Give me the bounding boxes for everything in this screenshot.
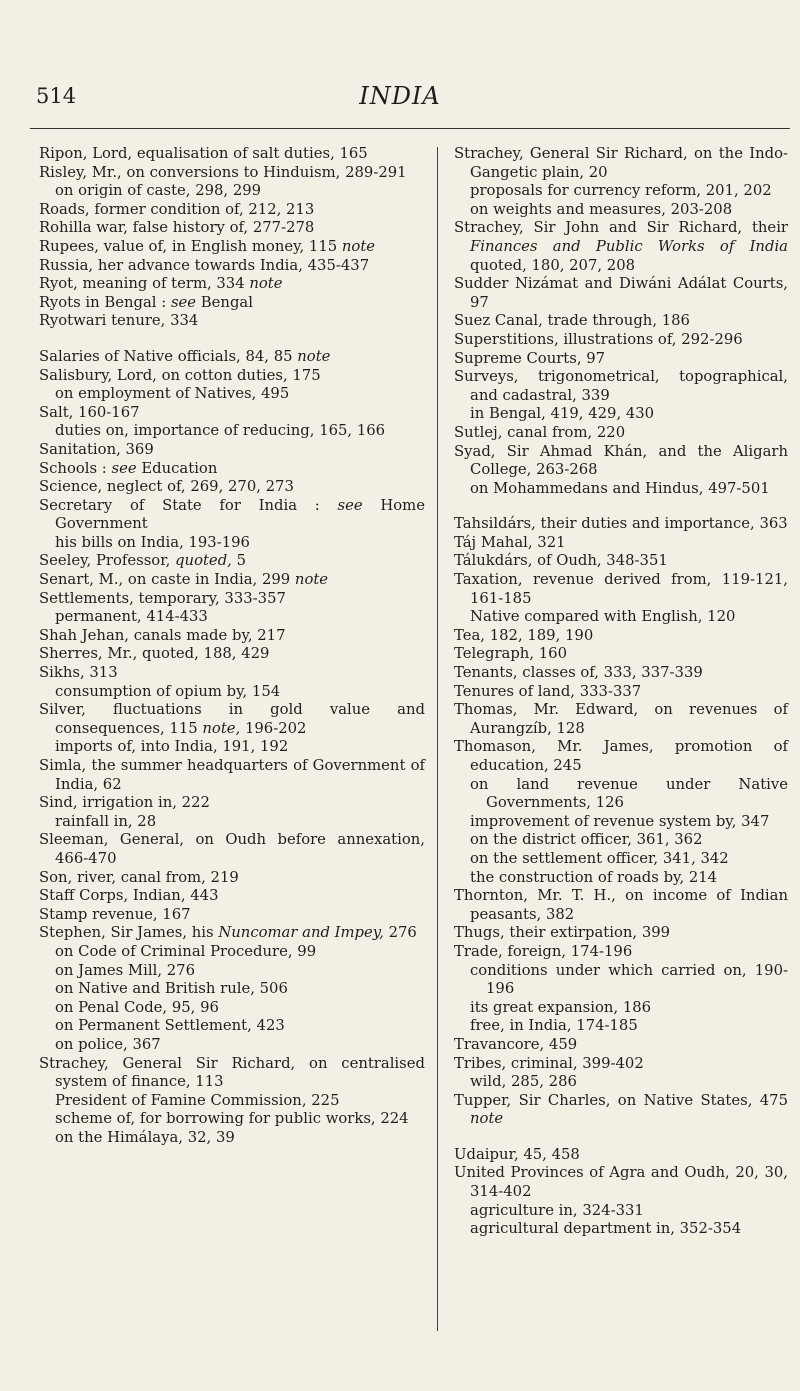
entry-text: Tupper, Sir Charles, on Native States, 475 (454, 1091, 788, 1109)
entry-text-after: Home Government (55, 496, 425, 533)
index-entry (454, 1036, 788, 1055)
entry-text: conditions under which carried on, 190-196 (470, 961, 788, 998)
header-rule (30, 128, 790, 129)
index-entry (454, 924, 788, 943)
column-divider (437, 147, 438, 1331)
index-subentry (39, 1129, 425, 1148)
entry-text: Tribes, criminal, 399-402 (454, 1054, 644, 1072)
entry-text: improvement of revenue system by, 347 (470, 812, 770, 830)
index-entry (39, 441, 425, 460)
entry-text: Travancore, 459 (454, 1035, 578, 1053)
section-gap (39, 331, 425, 348)
entry-text-after: Bengal (200, 293, 253, 311)
entry-text: Tenants, classes of, 333, 337-339 (454, 664, 703, 682)
index-subentry (39, 422, 425, 441)
entry-text: the construction of roads by, 214 (470, 868, 718, 886)
index-subentry (39, 1036, 425, 1055)
index-entry (39, 294, 425, 313)
index-entry (39, 590, 425, 609)
entry-text: Sherres, Mr., quoted, 188, 429 (39, 645, 270, 663)
index-entry (39, 219, 425, 238)
entry-text: on weights and measures, 203-208 (470, 200, 733, 218)
entry-text: Risley, Mr., on conversions to Hinduism, 289-291 (39, 163, 407, 181)
index-entry (454, 368, 788, 405)
index-subentry (454, 831, 788, 850)
index-entry (454, 887, 788, 924)
entry-text: Strachey, Sir John and Sir Richard, their (454, 219, 788, 237)
entry-text: Strachey, General Sir Richard, on centralised system of finance, 113 (39, 1054, 425, 1091)
index-subentry (454, 850, 788, 869)
entry-text: Suez Canal, trade through, 186 (454, 312, 690, 330)
index-subentry (454, 776, 788, 813)
index-subentry (39, 962, 425, 981)
entry-text: Tálukdárs, of Oudh, 348-351 (454, 552, 668, 570)
entry-text: Ryots in Bengal : (39, 293, 167, 311)
index-entry (454, 701, 788, 738)
running-header: INDIA (359, 82, 441, 110)
index-entry (39, 664, 425, 683)
index-column-right (454, 145, 788, 1239)
index-entry (454, 943, 788, 962)
entry-italic: Nuncomar and Impey, (218, 924, 384, 942)
index-entry (454, 1055, 788, 1074)
index-entry (454, 645, 788, 664)
index-subentry (39, 385, 425, 404)
index-subentry (39, 813, 425, 832)
entry-italic: note (249, 275, 283, 293)
index-entry (39, 1055, 425, 1092)
index-subentry (454, 1017, 788, 1036)
index-subentry (454, 201, 788, 220)
entry-text: Trade, foreign, 174-196 (454, 942, 633, 960)
index-subentry (39, 980, 425, 999)
entry-text: Science, neglect of, 269, 270, 273 (39, 478, 294, 496)
entry-text: Ripon, Lord, equalisation of salt duties, 165 (39, 145, 368, 162)
entry-text: on Permanent Settlement, 423 (55, 1017, 285, 1035)
entry-text: Sleeman, General, on Oudh before annexation, 466-470 (39, 831, 425, 867)
entry-text: wild, 285, 286 (470, 1073, 577, 1091)
entry-text: Tenures of land, 333-337 (454, 682, 642, 700)
index-subentry (454, 182, 788, 201)
index-entry (39, 757, 425, 794)
entry-text: free, in India, 174-185 (470, 1017, 638, 1035)
index-entry (454, 1146, 788, 1165)
entry-italic: note (294, 571, 329, 589)
index-entry (39, 831, 425, 868)
entry-text: rainfall in, 28 (55, 812, 157, 830)
index-entry (454, 1164, 788, 1201)
entry-text: Shah Jehan, canals made by, 217 (39, 626, 286, 644)
entry-text: Tahsildárs, their duties and importance, 363 (454, 515, 788, 533)
index-subentry (454, 405, 788, 424)
index-entry (39, 924, 425, 943)
entry-text: Sutlej, canal from, 220 (454, 423, 626, 441)
entry-text: on the Himálaya, 32, 39 (55, 1128, 235, 1146)
index-entry (454, 627, 788, 646)
index-entry (454, 534, 788, 553)
entry-italic: note (341, 237, 376, 255)
entry-text: Simla, the summer headquarters of Government of India, 62 (39, 757, 425, 793)
entry-text: agriculture in, 324-331 (470, 1201, 644, 1219)
entry-italic: see (170, 293, 197, 311)
index-entry (454, 219, 788, 275)
section-gap (454, 1129, 788, 1146)
entry-text: Sind, irrigation in, 222 (39, 794, 210, 812)
entry-text: Táj Mahal, 321 (454, 533, 566, 551)
entry-italic: note, (202, 719, 241, 737)
index-entry (39, 478, 425, 497)
index-entry (39, 460, 425, 479)
entry-italic: quoted, (175, 552, 232, 570)
index-entry (454, 571, 788, 608)
index-subentry (39, 1110, 425, 1129)
index-subentry (39, 999, 425, 1018)
index-entry (454, 552, 788, 571)
index-subentry (454, 1202, 788, 1221)
entry-text: Tea, 182, 189, 190 (454, 626, 594, 644)
entry-text: on the settlement officer, 341, 342 (470, 849, 729, 867)
entry-text: Roads, former condition of, 212, 213 (39, 200, 315, 218)
entry-text: Native compared with English, 120 (470, 608, 736, 626)
index-entry (39, 312, 425, 331)
index-entry (39, 794, 425, 813)
index-entry (39, 701, 425, 738)
entry-text: Salaries of Native officials, 84, 85 (39, 347, 293, 365)
index-entry (39, 404, 425, 423)
index-subentry (454, 1073, 788, 1092)
entry-text: Taxation, revenue derived from, 119-121, 161-185 (454, 571, 788, 607)
entry-text: duties on, importance of reducing, 165, 166 (55, 422, 386, 440)
index-entry (39, 571, 425, 590)
entry-text: on James Mill, 276 (55, 961, 195, 979)
entry-text: on origin of caste, 298, 299 (55, 182, 262, 200)
entry-text: Ryot, meaning of term, 334 (39, 275, 245, 293)
entry-text: on Penal Code, 95, 96 (55, 998, 219, 1016)
entry-text: on Code of Criminal Procedure, 99 (55, 942, 317, 960)
index-subentry (39, 943, 425, 962)
index-subentry (39, 182, 425, 201)
index-entry (454, 1092, 788, 1129)
index-entry (39, 348, 425, 367)
entry-text: Settlements, temporary, 333-357 (39, 589, 286, 607)
entry-text: Strachey, General Sir Richard, on the Indo-Gangetic plain, 20 (454, 145, 788, 181)
index-entry (454, 312, 788, 331)
index-entry (454, 683, 788, 702)
entry-text: on police, 367 (55, 1035, 161, 1053)
index-entry (454, 664, 788, 683)
entry-text: Thomason, Mr. James, promotion of education, 245 (454, 738, 788, 774)
index-subentry (454, 813, 788, 832)
entry-text: Syad, Sir Ahmad Khán, and the Aligarh College, 263-268 (454, 442, 788, 479)
entry-text: Surveys, trigonometrical, topographical, and cadastral, 339 (454, 368, 788, 404)
entry-text-after: 196-202 (244, 719, 307, 737)
entry-text: Rohilla war, false history of, 277-278 (39, 219, 315, 237)
index-entry (454, 350, 788, 369)
entry-text: Seeley, Professor, (39, 552, 171, 570)
page-number: 514 (36, 84, 77, 108)
index-subentry (454, 480, 788, 499)
index-subentry (39, 1017, 425, 1036)
entry-text: permanent, 414-433 (55, 608, 208, 626)
entry-text: Stephen, Sir James, his (39, 924, 214, 942)
entry-italic: note (470, 1110, 504, 1128)
index-entry (39, 645, 425, 664)
entry-text: on Mohammedans and Hindus, 497-501 (470, 479, 770, 497)
entry-text: imports of, into India, 191, 192 (55, 738, 289, 756)
entry-text: Superstitions, illustrations of, 292-296 (454, 330, 743, 348)
entry-text: on employment of Natives, 495 (55, 385, 290, 403)
entry-text: scheme of, for borrowing for public works, 224 (55, 1110, 409, 1128)
entry-text-after: Education (141, 459, 218, 477)
entry-text: Thugs, their extirpation, 399 (454, 924, 671, 942)
entry-text: Rupees, value of, in English money, 115 (39, 237, 338, 255)
index-subentry (39, 683, 425, 702)
entry-text: Stamp revenue, 167 (39, 905, 191, 923)
entry-text: on Native and British rule, 506 (55, 980, 288, 998)
entry-text: his bills on India, 193-196 (55, 533, 250, 551)
index-entry (39, 367, 425, 386)
entry-italic: see (111, 459, 137, 477)
entry-text: Salt, 160-167 (39, 403, 140, 421)
entry-text: Silver, fluctuations in gold value and consequences, 115 (39, 701, 425, 737)
entry-text: agricultural department in, 352-354 (470, 1220, 742, 1238)
entry-italic: Finances and Public Works of India (470, 237, 788, 255)
index-subentry (39, 534, 425, 553)
index-entry (454, 424, 788, 443)
entry-text: Thomas, Mr. Edward, on revenues of Aurangzíb, 128 (454, 701, 788, 737)
index-subentry (454, 869, 788, 888)
index-subentry (39, 1092, 425, 1111)
entry-text: Secretary of State for India : (39, 496, 320, 514)
entry-text: Thornton, Mr. T. H., on income of Indian peasants, 382 (454, 887, 788, 923)
index-entry (454, 145, 788, 182)
index-column-left (39, 145, 425, 1147)
entry-text: Son, river, canal from, 219 (39, 868, 239, 886)
index-entry (39, 552, 425, 571)
entry-text: Schools : (39, 459, 107, 477)
entry-text: proposals for currency reform, 201, 202 (470, 182, 772, 200)
index-entry (39, 887, 425, 906)
entry-italic: see (337, 496, 363, 514)
entry-text: on the district officer, 361, 362 (470, 831, 703, 849)
index-entry (39, 201, 425, 220)
entry-text: President of Famine Commission, 225 (55, 1091, 340, 1109)
entry-text: Staff Corps, Indian, 443 (39, 887, 219, 905)
index-entry (39, 906, 425, 925)
index-entry (39, 238, 425, 257)
entry-text: Supreme Courts, 97 (454, 349, 606, 367)
entry-text-after: 5 (236, 552, 247, 570)
entry-text: its great expansion, 186 (470, 998, 652, 1016)
index-entry (454, 515, 788, 534)
index-entry (39, 497, 425, 534)
index-entry (39, 257, 425, 276)
section-gap (454, 498, 788, 515)
index-subentry (454, 999, 788, 1018)
entry-text: Senart, M., on caste in India, 299 (39, 571, 291, 589)
entry-text: Udaipur, 45, 458 (454, 1145, 580, 1163)
entry-text: Sanitation, 369 (39, 440, 154, 458)
entry-text: on land revenue under Native Governments, 126 (470, 775, 788, 812)
entry-text: Telegraph, 160 (454, 645, 567, 663)
entry-text: Ryotwari tenure, 334 (39, 312, 199, 330)
index-entry (39, 145, 425, 164)
index-entry (39, 627, 425, 646)
index-entry (454, 443, 788, 480)
entry-text: consumption of opium by, 154 (55, 682, 281, 700)
index-entry (39, 275, 425, 294)
index-entry (454, 275, 788, 312)
index-subentry (454, 1220, 788, 1239)
entry-text-after: 276 (388, 924, 417, 942)
entry-text: United Provinces of Agra and Oudh, 20, 30, 314-402 (454, 1164, 788, 1201)
entry-text: Salisbury, Lord, on cotton duties, 175 (39, 366, 321, 384)
entry-text: Russia, her advance towards India, 435-437 (39, 256, 370, 274)
index-entry (454, 738, 788, 775)
index-entry (454, 331, 788, 350)
index-subentry (39, 608, 425, 627)
entry-text: Sudder Nizámat and Diwáni Adálat Courts, 97 (454, 275, 788, 311)
index-entry (39, 164, 425, 183)
index-entry (39, 869, 425, 888)
entry-text-after: quoted, 180, 207, 208 (470, 256, 636, 274)
index-subentry (454, 608, 788, 627)
entry-italic: note (297, 347, 331, 365)
index-subentry (39, 738, 425, 757)
index-subentry (454, 962, 788, 999)
entry-text: in Bengal, 419, 429, 430 (470, 405, 655, 423)
entry-text: Sikhs, 313 (39, 664, 118, 682)
